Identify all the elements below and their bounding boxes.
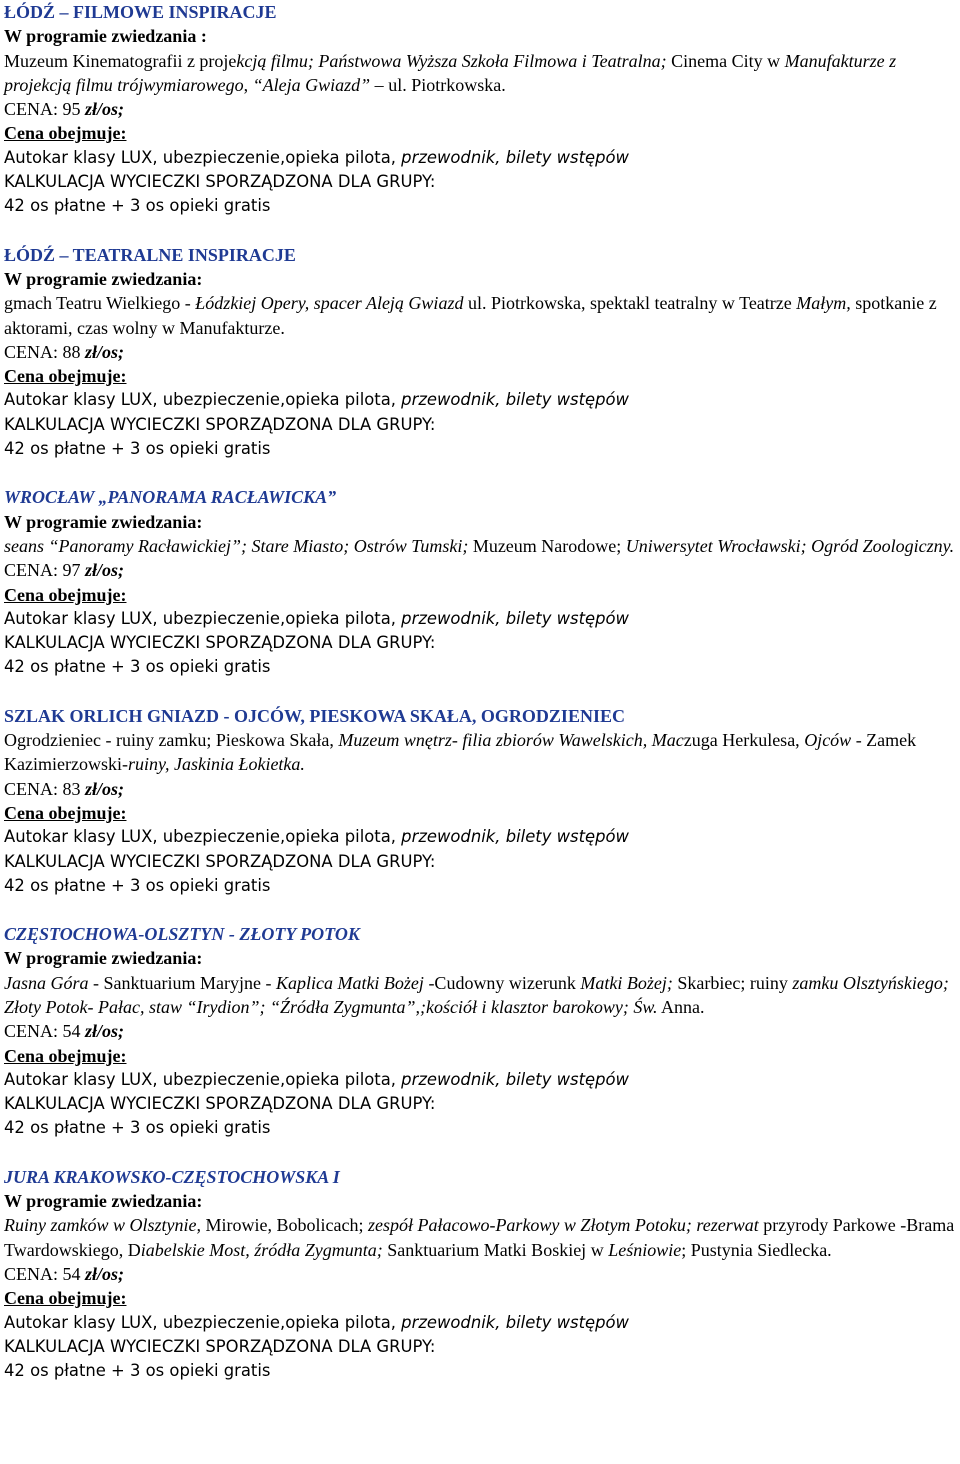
program-description (4, 971, 958, 1020)
description-segment: Łódzkiej Opery, spacer Aleją Gwiazd (195, 293, 464, 314)
offer-title: CZĘSTOCHOWA-OLSZTYN - ZŁOTY POTOK (4, 924, 360, 945)
includes-line (4, 607, 958, 631)
description-segment: Sanktuarium Matki Boskiej w (382, 1239, 609, 1260)
description-segment: Ruiny zamków w Olsztynie, (4, 1215, 201, 1236)
price-line (4, 97, 958, 121)
description-segment: iabelskie Most, źródła Zygmunta; (140, 1239, 383, 1260)
description-segment: - Sanktuarium Maryjne - (88, 972, 276, 993)
group-size: 42 os płatne + 3 os opieki gratis (4, 1361, 271, 1381)
price-line (4, 1019, 958, 1043)
description-segment: Muzeum wnętrz- filia zbiorów Wawelskich, Mac (338, 730, 684, 751)
description-segment: ruiny, Jaskinia Łokietka. (127, 754, 305, 775)
includes-heading: Cena obejmuje: (4, 123, 127, 144)
price-line (4, 340, 958, 364)
program-label: W programie zwiedzania: (4, 268, 203, 289)
description-segment: przyrody Parkowe -Brama Twardowskiego, D (4, 1215, 955, 1260)
includes-normal: Autokar klasy LUX, ubezpieczenie,opieka pilota, (4, 1312, 402, 1332)
includes-heading: Cena obejmuje: (4, 1045, 127, 1066)
description-segment: Muzeum Narodowe; (468, 535, 626, 556)
program-description (4, 291, 958, 340)
price-unit: zł/os; (85, 341, 125, 362)
program-description (4, 1213, 958, 1262)
price-label: CENA: 54 (4, 1021, 85, 1042)
description-segment: zuga Herkulesa, (683, 730, 805, 751)
includes-heading: Cena obejmuje: (4, 1288, 127, 1309)
includes-heading: Cena obejmuje: (4, 584, 127, 605)
includes-italic: przewodnik, bilety wstępów (401, 147, 629, 167)
group-size: 42 os płatne + 3 os opieki gratis (4, 875, 271, 895)
price-line (4, 558, 958, 582)
price-unit: zł/os; (85, 1021, 125, 1042)
price-unit: zł/os; (85, 1263, 125, 1284)
price-label: CENA: 83 (4, 778, 85, 799)
offer-section (4, 704, 958, 898)
includes-normal: Autokar klasy LUX, ubezpieczenie,opieka pilota, (4, 608, 402, 628)
description-segment: spotkanie z aktorami, czas wolny w Manufakturze. (4, 293, 937, 338)
description-segment: Ogrodzieniec - ruiny zamku; Pieskowa Skała, (4, 730, 339, 751)
description-segment: Kaplica Matki Bożej (275, 972, 424, 993)
calculation-label: KALKULACJA WYCIECZKI SPORZĄDZONA DLA GRUPY: (4, 172, 436, 192)
description-segment: Małym, (796, 293, 851, 314)
description-segment: Ojców (804, 730, 852, 751)
description-segment: - Zamek Kazimierzowski- (4, 730, 917, 775)
description-segment: Mirowie, Bobolicach; (200, 1215, 368, 1236)
group-size: 42 os płatne + 3 os opieki gratis (4, 657, 271, 677)
description-segment: , (243, 74, 253, 95)
offer-title: WROCŁAW „PANORAMA RACŁAWICKA” (4, 487, 337, 508)
price-label: CENA: 97 (4, 560, 85, 581)
price-unit: zł/os; (85, 560, 125, 581)
calculation-label: KALKULACJA WYCIECZKI SPORZĄDZONA DLA GRUPY: (4, 1094, 436, 1114)
offer-title: JURA KRAKOWSKO-CZĘSTOCHOWSKA I (4, 1166, 340, 1187)
offer-section (4, 1165, 958, 1384)
price-label: CENA: 88 (4, 341, 85, 362)
description-segment: Cinema City w (666, 50, 785, 71)
offer-section (4, 243, 958, 462)
description-segment: gmach Teatru Wielkiego - (4, 293, 196, 314)
offer-title: ŁÓDŹ – FILMOWE INSPIRACJE (4, 2, 277, 22)
program-description (4, 534, 958, 558)
includes-italic: przewodnik, bilety wstępów (401, 390, 629, 410)
description-segment: zamku Olsztyńskiego; Złoty Potok- Pałac, staw “Irydion”; “Źródła Zygmunta”,;kościół i klasztor barokowy; Św. (4, 972, 949, 1017)
includes-normal: Autokar klasy LUX, ubezpieczenie,opieka pilota, (4, 827, 402, 847)
price-line (4, 777, 958, 801)
includes-italic: przewodnik, bilety wstępów (401, 608, 629, 628)
description-segment: kcją filmu; Państwowa Wyższa Szkoła Filmowa i Teatralna; (236, 50, 667, 71)
includes-italic: przewodnik, bilety wstępów (401, 1069, 629, 1089)
offer-section (4, 0, 958, 219)
price-unit: zł/os; (85, 778, 125, 799)
calculation-label: KALKULACJA WYCIECZKI SPORZĄDZONA DLA GRUPY: (4, 851, 436, 871)
includes-italic: przewodnik, bilety wstępów (401, 827, 629, 847)
description-segment: -Cudowny wizerunk (423, 972, 581, 993)
includes-line (4, 1068, 958, 1092)
description-segment: ul. Piotrkowska, spektakl teatralny w Teatrze (463, 293, 797, 314)
calculation-label: KALKULACJA WYCIECZKI SPORZĄDZONA DLA GRUPY: (4, 1336, 436, 1356)
calculation-label: KALKULACJA WYCIECZKI SPORZĄDZONA DLA GRUPY: (4, 633, 436, 653)
program-label: W programie zwiedzania: (4, 948, 203, 969)
program-description (4, 728, 958, 777)
description-segment: Leśniowie (608, 1239, 682, 1260)
description-segment: Muzeum Kinematografii z proje (4, 50, 237, 71)
includes-normal: Autokar klasy LUX, ubezpieczenie,opieka pilota, (4, 147, 402, 167)
description-segment: seans “Panoramy Racławickiej”; Stare Miasto; Ostrów Tumski; (4, 535, 469, 556)
price-label: CENA: 54 (4, 1263, 85, 1284)
offer-section (4, 922, 958, 1141)
price-label: CENA: 95 (4, 99, 85, 120)
description-segment: ul. Piotrkowska. (383, 74, 506, 95)
description-segment: “Aleja Gwiazd” – (252, 74, 384, 95)
calculation-label: KALKULACJA WYCIECZKI SPORZĄDZONA DLA GRUPY: (4, 414, 436, 434)
description-segment: Manufakturze z projekcją filmu trójwymiarowego (4, 50, 897, 95)
includes-normal: Autokar klasy LUX, ubezpieczenie,opieka pilota, (4, 390, 402, 410)
program-label: W programie zwiedzania: (4, 1191, 203, 1212)
program-description (4, 49, 958, 98)
offer-title: SZLAK ORLICH GNIAZD - OJCÓW, PIESKOWA SKAŁA, OGRODZIENIEC (4, 705, 625, 726)
includes-line (4, 388, 958, 412)
group-size: 42 os płatne + 3 os opieki gratis (4, 1118, 271, 1138)
description-segment: Jasna Góra (4, 972, 89, 993)
offer-section (4, 485, 958, 679)
includes-heading: Cena obejmuje: (4, 366, 127, 387)
includes-normal: Autokar klasy LUX, ubezpieczenie,opieka pilota, (4, 1069, 402, 1089)
includes-line (4, 146, 958, 170)
description-segment: Uniwersytet Wrocławski; Ogród Zoologiczny. (625, 535, 955, 556)
program-label: W programie zwiedzania : (4, 26, 207, 47)
includes-italic: przewodnik, bilety wstępów (401, 1312, 629, 1332)
group-size: 42 os płatne + 3 os opieki gratis (4, 196, 271, 216)
description-segment: Skarbiec; ruiny (672, 972, 793, 993)
offer-title: ŁÓDŹ – TEATRALNE INSPIRACJE (4, 244, 296, 265)
description-segment: Anna. (657, 996, 705, 1017)
price-unit: zł/os; (85, 99, 125, 120)
description-segment: zespół Pałacowo-Parkowy w Złotym Potoku; rezerwat (367, 1215, 759, 1236)
group-size: 42 os płatne + 3 os opieki gratis (4, 439, 271, 459)
program-label: W programie zwiedzania: (4, 511, 203, 532)
includes-heading: Cena obejmuje: (4, 802, 127, 823)
includes-line (4, 825, 958, 849)
price-line (4, 1262, 958, 1286)
description-segment: ; Pustynia Siedlecka. (681, 1239, 832, 1260)
description-segment: Matki Bożej; (580, 972, 673, 993)
includes-line (4, 1311, 958, 1335)
